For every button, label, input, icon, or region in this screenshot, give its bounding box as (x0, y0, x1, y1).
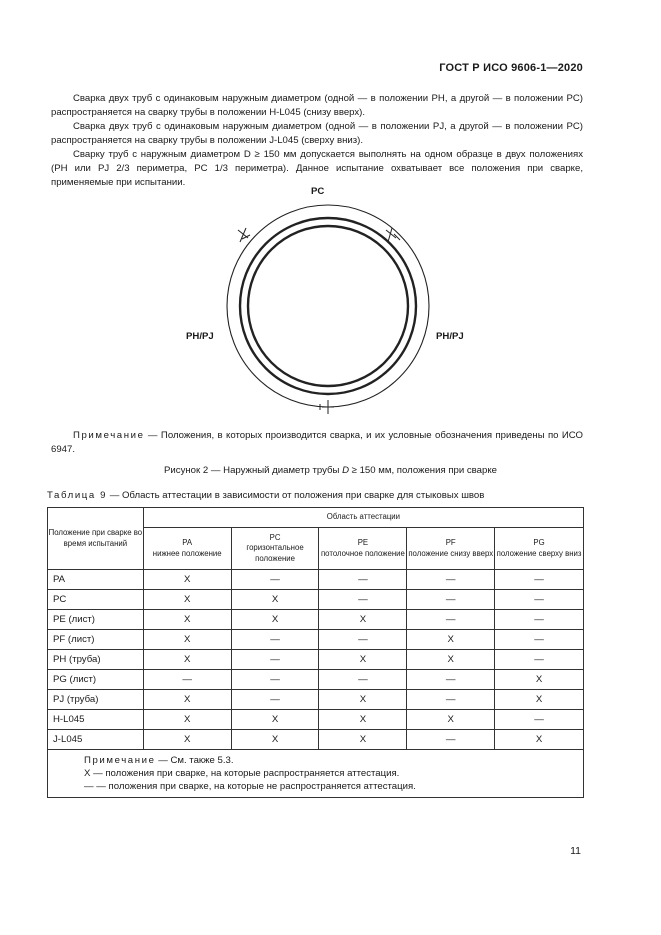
table-title-prefix: Таблица 9 (47, 490, 108, 501)
column-desc: нижнее положение (152, 548, 222, 558)
column-header (143, 528, 231, 570)
caption-after: ≥ 150 мм, положения при сварке (349, 465, 497, 476)
table-cell: — (407, 570, 495, 590)
row-label: PH (труба) (48, 650, 144, 670)
table-cell: X (319, 730, 407, 750)
table-cell: — (495, 590, 584, 610)
table-cell: — (231, 670, 319, 690)
column-code: PC (269, 532, 281, 542)
column-code: PE (357, 538, 369, 547)
table-cell: X (231, 610, 319, 630)
table-cell: — (231, 650, 319, 670)
table-cell: — (407, 730, 495, 750)
paragraph-1: Сварка двух труб с одинаковым наружным диаметром (одной — в положении PH, а другой — в положении PC) распространяется на сварку трубы в положении H-L045 (снизу вверх). (51, 93, 583, 118)
table-cell: X (319, 710, 407, 730)
table-cell: — (407, 590, 495, 610)
notes-line-3: — — положения при сварке, на которые не распространяется аттестация. (84, 781, 416, 792)
table-cell: X (495, 730, 584, 750)
table-cell: — (319, 670, 407, 690)
table-cell: X (143, 630, 231, 650)
table-cell: X (319, 650, 407, 670)
table-cell: X (143, 570, 231, 590)
pipe-positions-figure (180, 180, 480, 420)
notes-line-1 (84, 754, 583, 767)
table-row (48, 590, 584, 610)
qualification-table (47, 507, 584, 798)
column-header (231, 528, 319, 570)
column-desc: положение снизу вверх (408, 548, 494, 558)
table-cell: X (143, 690, 231, 710)
table-cell: X (231, 730, 319, 750)
table-notes-row (48, 750, 584, 798)
column-code: PF (445, 538, 456, 547)
table-cell: — (495, 630, 584, 650)
table-title (47, 490, 484, 501)
column-desc: потолочное положение (320, 548, 405, 558)
table-cell: — (231, 630, 319, 650)
table-cell: — (495, 650, 584, 670)
row-label: PF (лист) (48, 630, 144, 650)
pipe-outer-wall (240, 218, 416, 394)
table-cell: — (319, 570, 407, 590)
table-cell: — (495, 610, 584, 630)
table-cell: — (407, 610, 495, 630)
table-cell: — (495, 710, 584, 730)
boundary-marker-left (238, 228, 250, 242)
column-code: PA (182, 538, 193, 547)
table-cell: X (407, 650, 495, 670)
table-header-row (48, 508, 584, 528)
row-label: PJ (труба) (48, 690, 144, 710)
table-cell: — (319, 590, 407, 610)
note-prefix: Примечание (73, 430, 145, 441)
pipe-inner-wall (248, 226, 408, 386)
table-row (48, 630, 584, 650)
table-row (48, 710, 584, 730)
table-cell: — (319, 630, 407, 650)
table-cell: — (143, 670, 231, 690)
table-cell: X (231, 590, 319, 610)
column-desc: положение сверху вниз (496, 548, 582, 558)
figure-caption (0, 465, 661, 476)
label-ph-pj-right: PH/PJ (436, 331, 464, 342)
label-ph-pj-left: PH/PJ (186, 331, 214, 342)
table-cell: X (143, 730, 231, 750)
table-cell: X (143, 590, 231, 610)
notes-prefix: Примечание (84, 755, 156, 766)
outer-circle (227, 205, 429, 407)
paragraph-3: Сварку труб с наружным диаметром D ≥ 150 мм допускается выполнять на одном образце в двух положениях (PH или PJ 2/3 периметра, PC 1/3 периметра). Данное испытание охватывает все положения при сварке, применяемые при испытании. (51, 149, 583, 188)
table-row (48, 610, 584, 630)
column-desc: горизонтальное положение (246, 543, 304, 563)
body-text (51, 92, 583, 190)
table-cell: — (407, 670, 495, 690)
pipe-diagram (180, 180, 480, 420)
label-pc: PC (311, 186, 325, 197)
boundary-marker-bottom (320, 400, 334, 414)
table-cell: X (231, 710, 319, 730)
table-cell: X (143, 610, 231, 630)
table-row (48, 570, 584, 590)
boundary-marker-right (386, 228, 400, 242)
table-cell: — (231, 570, 319, 590)
table-row (48, 650, 584, 670)
column-header (319, 528, 407, 570)
paragraph-2: Сварка двух труб с одинаковым наружным диаметром (одной — в положении PJ, а другой — в положении PC) распространяется на сварку трубы в положении J-L045 (сверху вниз). (51, 121, 583, 146)
table-cell: X (319, 610, 407, 630)
table-notes (48, 750, 584, 798)
column-header (407, 528, 495, 570)
table-row (48, 690, 584, 710)
notes-line-2: X — положения при сварке, на которые распространяется аттестация. (84, 768, 400, 779)
table-cell: X (407, 710, 495, 730)
table-cell: X (319, 690, 407, 710)
column-code: PG (533, 538, 545, 547)
document-header: ГОСТ Р ИСО 9606-1—2020 (439, 62, 583, 74)
table-title-text: — Область аттестации в зависимости от положения при сварке для стыковых швов (107, 490, 485, 501)
table-cell: X (495, 690, 584, 710)
page-number: 11 (570, 845, 581, 857)
row-label: PA (48, 570, 144, 590)
row-label: H-L045 (48, 710, 144, 730)
table-cell: X (495, 670, 584, 690)
table-cell: — (231, 690, 319, 710)
row-label: PG (лист) (48, 670, 144, 690)
table-cell: X (407, 630, 495, 650)
notes-text: — См. также 5.3. (155, 755, 234, 766)
note-text: — Положения, в которых производится сварка, и их условные обозначения приведены по ИСО 6947. (51, 430, 583, 455)
table-cell: — (407, 690, 495, 710)
row-label: PE (лист) (48, 610, 144, 630)
caption-variable: D (342, 465, 349, 476)
group-header: Область аттестации (143, 508, 583, 528)
row-label: PC (48, 590, 144, 610)
row-label: J-L045 (48, 730, 144, 750)
table-cell: X (143, 710, 231, 730)
figure-note (51, 429, 583, 457)
column-header (495, 528, 584, 570)
table-row (48, 730, 584, 750)
table-row (48, 670, 584, 690)
caption-before: Рисунок 2 — Наружный диаметр трубы (164, 465, 343, 476)
table-cell: — (495, 570, 584, 590)
row-header: Положение при сварке во время испытаний (48, 508, 144, 570)
table-cell: X (143, 650, 231, 670)
